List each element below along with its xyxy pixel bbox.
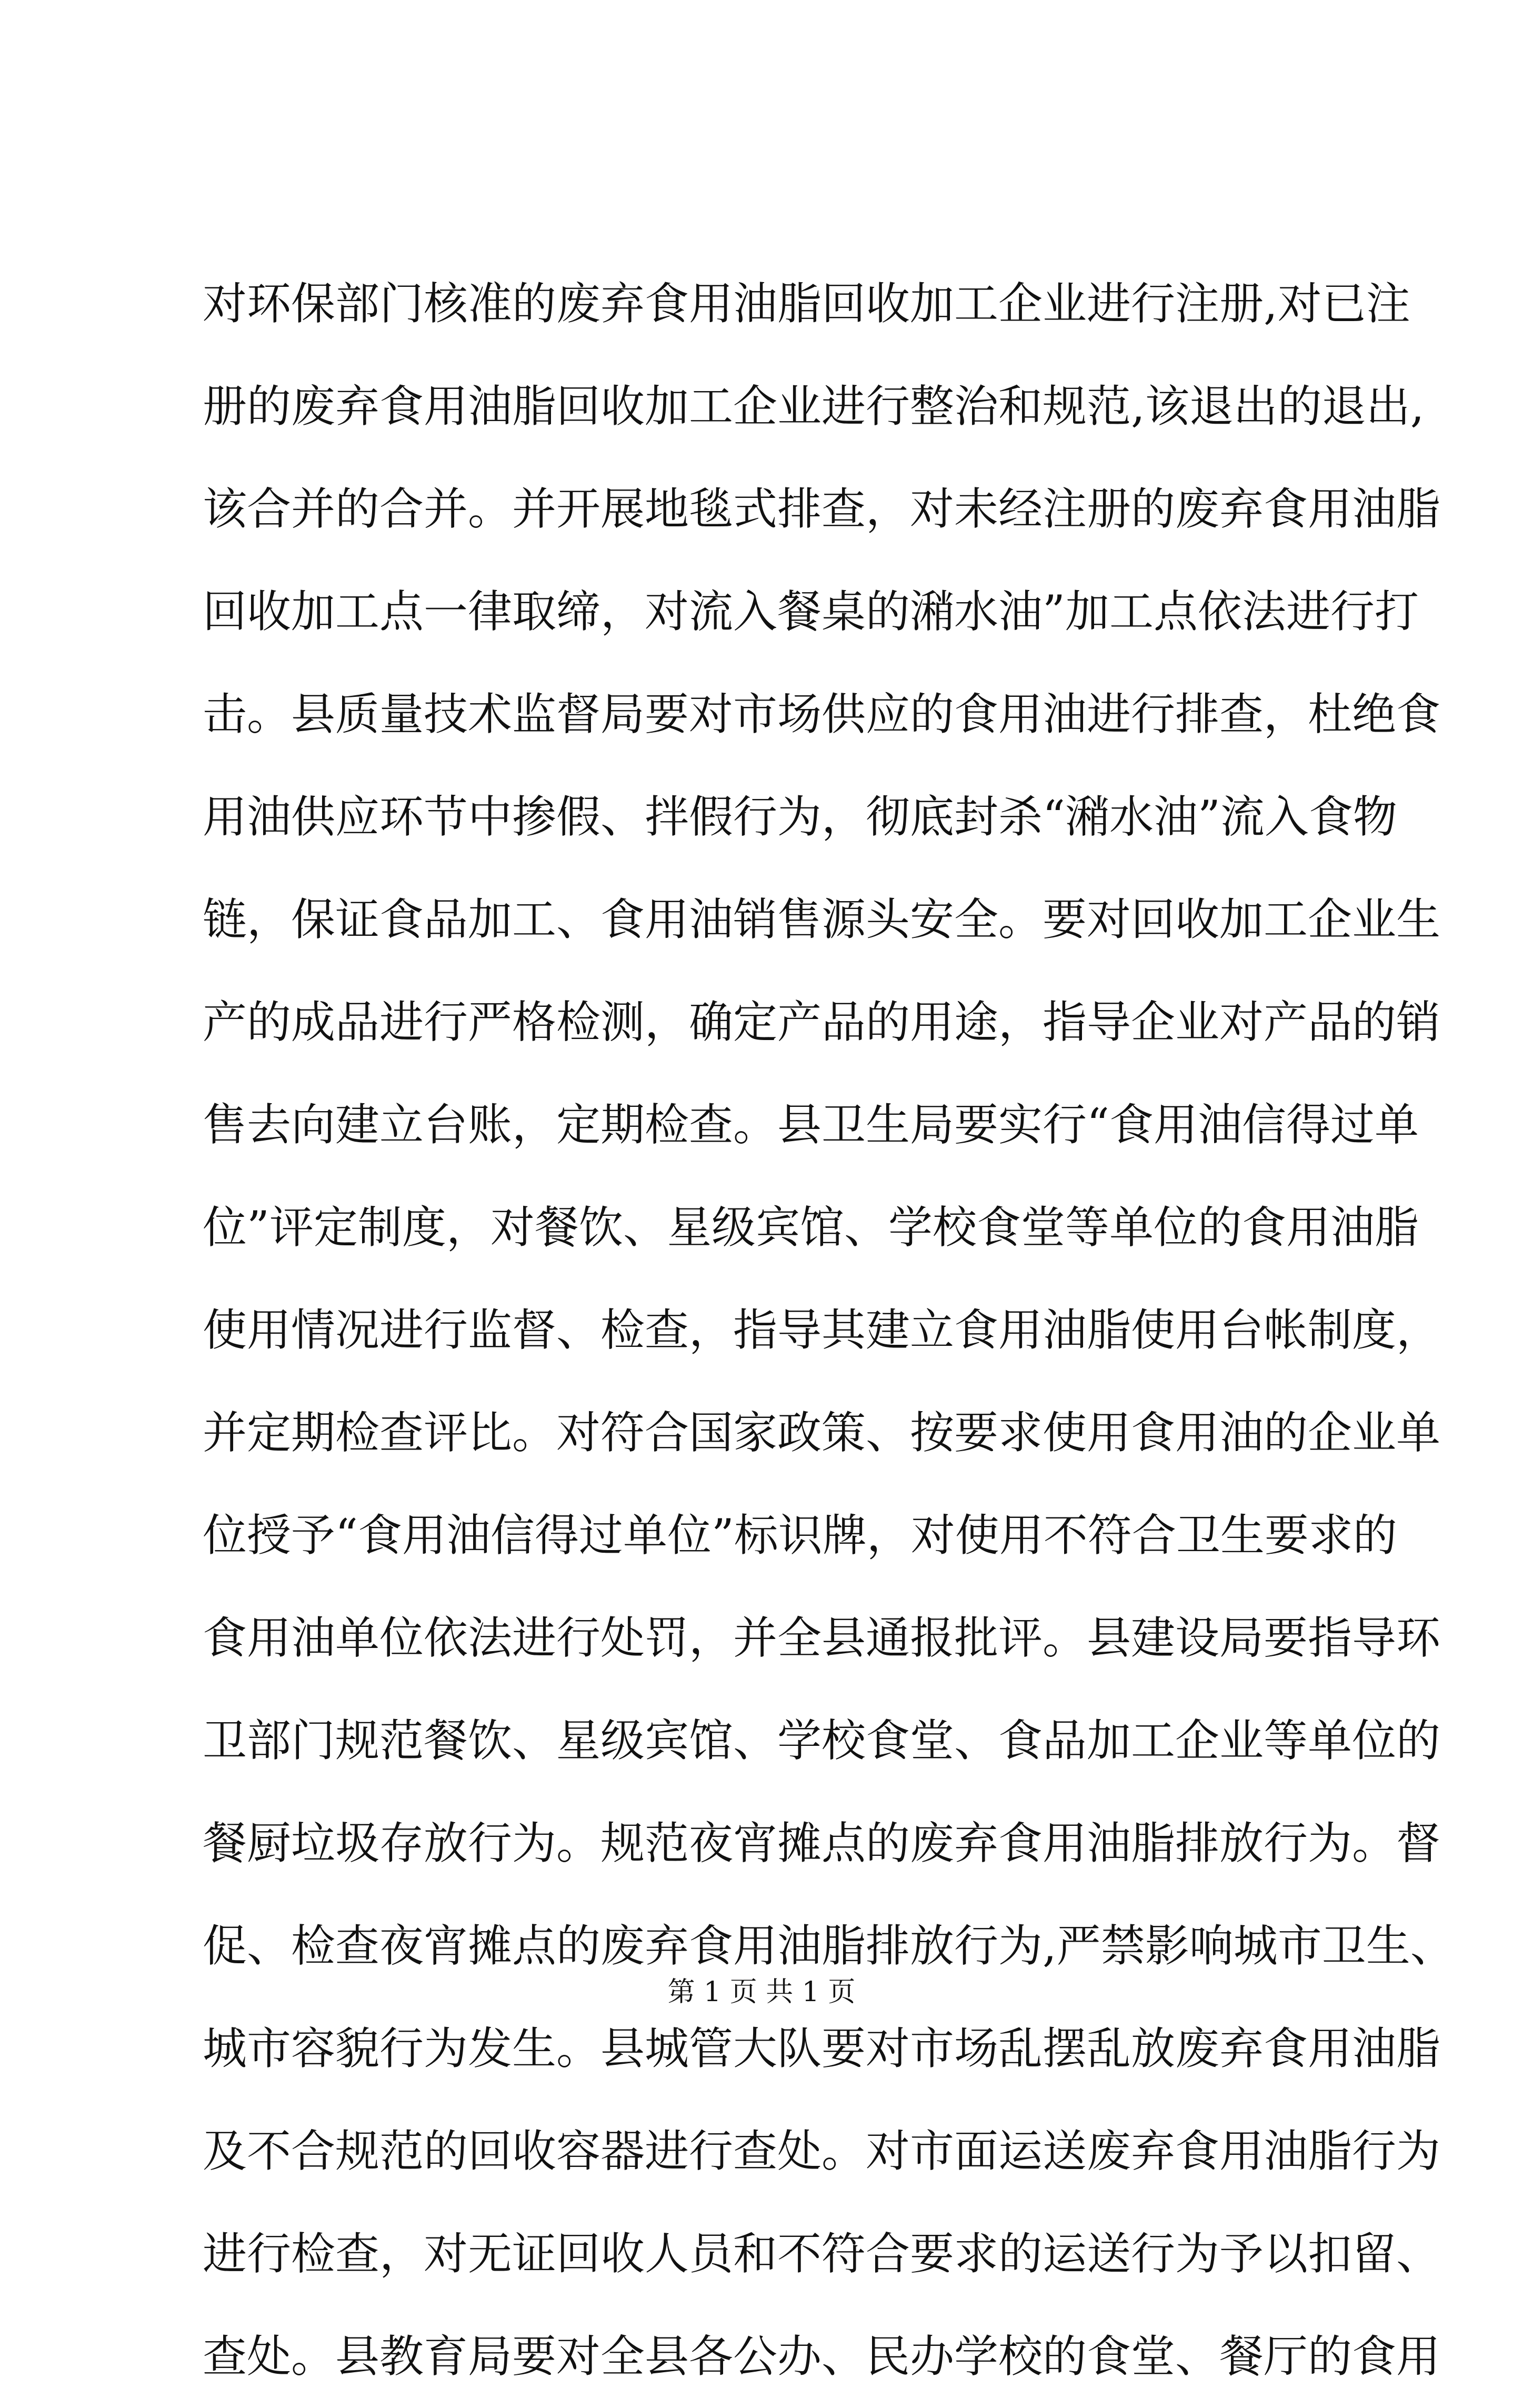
text-line: 使用情况进行监督、检查，指导其建立食用油脂使用台帐制度， bbox=[203, 1304, 1441, 1356]
text-line: 售去向建立台账，定期检查。县卫生局要实行“食用油信得过单 bbox=[203, 1099, 1419, 1151]
text-line: 并定期检查评比。对符合国家政策、按要求使用食用油的企业单 bbox=[203, 1407, 1441, 1458]
text-line: 进行检查，对无证回收人员和不符合要求的运送行为予以扣留、 bbox=[203, 2228, 1441, 2280]
text-line: 食用油单位依法进行处罚，并全县通报批评。县建设局要指导环 bbox=[203, 1612, 1441, 1664]
text-line: 位授予“食用油信得过单位”标识牌，对使用不符合卫生要求的 bbox=[203, 1510, 1397, 1561]
text-line: 击。县质量技术监督局要对市场供应的食用油进行排查，杜绝食 bbox=[203, 688, 1441, 740]
text-line: 册的废弃食用油脂回收加工企业进行整治和规范,该退出的退出, bbox=[203, 381, 1425, 432]
text-line: 用油供应环节中掺假、拌假行为，彻底封杀“潲水油”流入食物 bbox=[203, 791, 1397, 843]
text-line: 促、检查夜宵摊点的废弃食用油脂排放行为,严禁影响城市卫生、 bbox=[203, 1920, 1455, 1972]
text-line: 及不合规范的回收容器进行查处。对市面运送废弃食用油脂行为 bbox=[203, 2125, 1441, 2177]
text-line: 对环保部门核准的废弃食用油脂回收加工企业进行注册,对已注 bbox=[203, 278, 1410, 329]
text-line: 城市容貌行为发生。县城管大队要对市场乱摆乱放废弃食用油脂 bbox=[203, 2023, 1441, 2074]
text-line: 链，保证食品加工、食用油销售源头安全。要对回收加工企业生 bbox=[203, 894, 1441, 945]
text-line: 位”评定制度，对餐饮、星级宾馆、学校食堂等单位的食用油脂 bbox=[203, 1202, 1419, 1253]
body-paragraph bbox=[203, 253, 1455, 2408]
text-line: 该合并的合并。并开展地毯式排查，对未经注册的废弃食用油脂 bbox=[203, 483, 1441, 535]
text-line: 查处。县教育局要对全县各公办、民办学校的食堂、餐厅的食用 bbox=[203, 2331, 1441, 2382]
text-line: 餐厨垃圾存放行为。规范夜宵摊点的废弃食用油脂排放行为。督 bbox=[203, 1817, 1441, 1869]
text-line: 产的成品进行严格检测，确定产品的用途，指导企业对产品的销 bbox=[203, 996, 1441, 1048]
text-line: 回收加工点一律取缔，对流入餐桌的潲水油”加工点依法进行打 bbox=[203, 586, 1419, 637]
text-line: 卫部门规范餐饮、星级宾馆、学校食堂、食品加工企业等单位的 bbox=[203, 1715, 1441, 1766]
page-number-footer: 第 1 页 共 1 页 bbox=[667, 1976, 856, 2008]
